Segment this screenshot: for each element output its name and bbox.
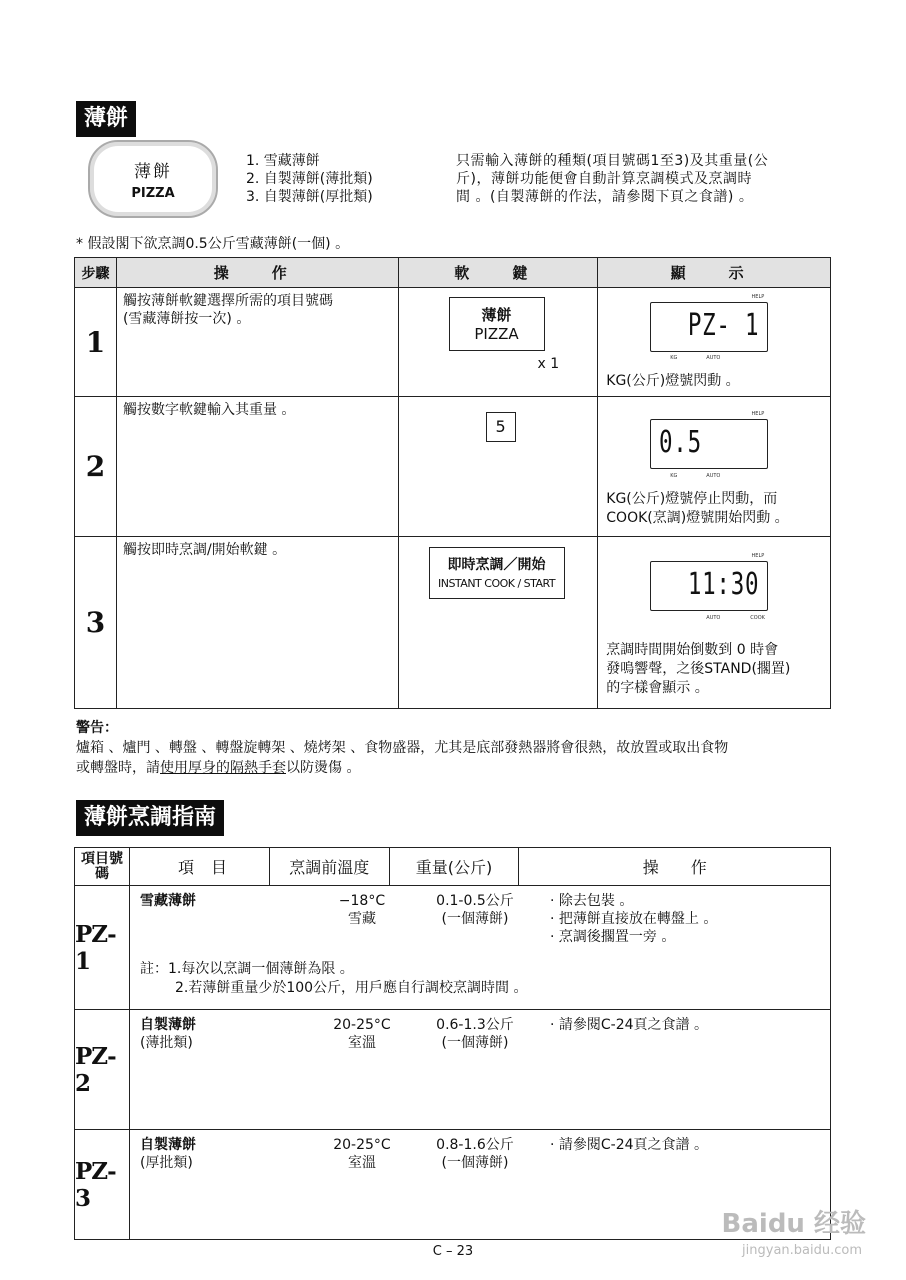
op-line: · 除去包裝 。: [549, 893, 634, 909]
lcd-auto-label: AUTO: [706, 615, 721, 621]
page-number: C – 23: [432, 1244, 474, 1259]
baidu-watermark: Baidu 经验: [721, 1209, 866, 1239]
key-label-zh: 即時烹調／開始: [447, 557, 546, 573]
number-key-5: 5: [486, 412, 516, 442]
header-ops: 操 作: [519, 848, 831, 886]
warning-line: [76, 758, 836, 778]
intro-paragraph: [456, 152, 836, 206]
intro-line: 間 。(自製薄餅的作法，請參閱下頁之食譜) 。: [456, 189, 754, 205]
display-line: COOK(烹調)燈號開始閃動 。: [606, 510, 789, 526]
lcd-help-label: HELP: [751, 411, 765, 417]
pizza-key-illustration: [88, 140, 218, 218]
warning-label: 警告：: [76, 720, 118, 736]
temp-line: 20-25°C: [333, 1017, 391, 1033]
display-line: KG(公斤)燈號閃動 。: [606, 373, 740, 389]
warning-text: 或轉盤時，請: [76, 760, 160, 776]
step-display: [598, 537, 831, 709]
weight-line: (一個薄餅): [441, 1035, 509, 1051]
display-line: 烹調時間開始倒數到 0 時會: [606, 642, 779, 658]
lcd-display: [650, 411, 768, 469]
step-number: 2: [75, 397, 117, 537]
guide-table: [74, 847, 831, 1240]
item-name: [140, 1010, 196, 1052]
table-row: [75, 1130, 831, 1240]
table-row: [75, 1010, 831, 1130]
note-line: 2.若薄餅重量少於100公斤，用戶應自行調校烹調時間 。: [174, 980, 528, 996]
temp-line: 室溫: [347, 1155, 376, 1171]
lcd-cook-label: COOK: [750, 615, 765, 621]
item-notes: [140, 960, 528, 998]
pizza-type-list: [246, 152, 373, 206]
warning-line: 爐箱 、爐門 、轉盤 、轉盤旋轉架 、燒烤架 、食物盛器，尤其是底部發熱器將會很熱，故放置或取出食物: [76, 740, 729, 756]
list-item: 1. 雪藏薄餅: [246, 153, 320, 169]
item-ops: [550, 1130, 708, 1154]
note-line: 註：1.每次以烹調一個薄餅為限 。: [139, 961, 354, 977]
assumption-note: * 假設閣下欲烹調0.5公斤雪藏薄餅(一個) 。: [76, 236, 350, 252]
press-count: x 1: [537, 356, 560, 372]
display-description: [606, 490, 788, 528]
row-content: [129, 1010, 830, 1130]
item-name-line: 自製薄餅: [139, 1017, 196, 1033]
display-description: [606, 641, 790, 698]
item-ops: [550, 886, 717, 946]
intro-line: 斤)，薄餅功能便會自動計算烹調模式及烹調時: [456, 171, 752, 187]
lcd-help-label: HELP: [751, 294, 765, 300]
operation-line: (雪藏薄餅按一次) 。: [122, 311, 251, 327]
header-key: 軟 鍵: [398, 258, 598, 288]
weight-line: 0.8-1.6公斤: [436, 1137, 514, 1153]
header-step: 步驟: [75, 258, 117, 288]
item-name-line: 自製薄餅: [139, 1137, 196, 1153]
temp-line: −18°C: [338, 893, 386, 909]
item-weight: [420, 886, 530, 928]
warning-underlined: 使用厚身的隔熱手套: [160, 760, 286, 776]
step-key: [398, 537, 598, 709]
warning-text: 以防燙傷 。: [286, 760, 361, 776]
key-label-en: PIZZA: [474, 325, 519, 343]
op-line: · 把薄餅直接放在轉盤上 。: [549, 911, 718, 927]
step-number: 1: [75, 288, 117, 397]
row-content: [129, 886, 830, 1010]
header-item: 項 目: [129, 848, 269, 886]
lcd-kg-label: KG: [670, 355, 678, 361]
table-row: [75, 537, 831, 709]
step-operation: [116, 537, 398, 709]
item-code: PZ-1: [75, 886, 130, 1010]
lcd-text: 11:30: [687, 567, 760, 602]
list-item: 3. 自製薄餅(厚批類): [246, 189, 373, 205]
section-title-guide: 薄餅烹調指南: [76, 800, 224, 836]
header-operation: 操 作: [116, 258, 398, 288]
weight-line: 0.1-0.5公斤: [436, 893, 514, 909]
temp-line: 雪藏: [347, 911, 376, 927]
display-line: 的字樣會顯示 。: [606, 680, 709, 696]
item-ops: [550, 1010, 708, 1034]
header-display: 顯 示: [598, 258, 831, 288]
display-line: 發鳴響聲，之後STAND(擱置): [606, 661, 791, 677]
step-number: 3: [75, 537, 117, 709]
table-row: [75, 886, 831, 1010]
lcd-display: [650, 294, 768, 352]
pizza-key: [449, 297, 545, 351]
lcd-kg-label: KG: [670, 473, 678, 479]
item-temp: [312, 1010, 412, 1052]
list-item: 2. 自製薄餅(薄批類): [246, 171, 373, 187]
item-code: PZ-2: [75, 1010, 130, 1130]
temp-line: 20-25°C: [333, 1137, 391, 1153]
key-label-en: INSTANT COOK / START: [437, 577, 556, 590]
lcd-display: [650, 553, 768, 611]
step-display: [598, 397, 831, 537]
warning-block: [76, 718, 836, 778]
operation-line: 觸按數字軟鍵輸入其重量 。: [122, 402, 296, 418]
header-weight: 重量(公斤): [389, 848, 519, 886]
display-line: KG(公斤)燈號停止閃動，而: [606, 491, 778, 507]
step-operation: [116, 397, 398, 537]
item-subname: (厚批類): [139, 1155, 193, 1171]
temp-line: 室溫: [347, 1035, 376, 1051]
item-name: 雪藏薄餅: [139, 893, 196, 909]
lcd-text: PZ- 1: [687, 308, 760, 343]
pill-label-en: PIZZA: [131, 186, 175, 201]
table-row: [75, 288, 831, 397]
key-label-zh: 薄餅: [481, 306, 512, 324]
item-code: PZ-3: [75, 1130, 130, 1240]
intro-line: 只需輸入薄餅的種類(項目號碼1至3)及其重量(公: [456, 153, 769, 169]
item-name: [140, 1130, 196, 1172]
header-code: 項目號碼: [75, 848, 130, 886]
operation-line: 觸按即時烹調/開始軟鍵 。: [122, 542, 287, 558]
step-key: [398, 397, 598, 537]
item-temp: [312, 886, 412, 928]
lcd-help-label: HELP: [751, 553, 765, 559]
table-row: [75, 397, 831, 537]
weight-line: (一個薄餅): [441, 1155, 509, 1171]
op-line: · 請參閱C-24頁之食譜 。: [549, 1017, 708, 1033]
weight-line: (一個薄餅): [441, 911, 509, 927]
steps-table: [74, 257, 831, 709]
header-temp: 烹調前溫度: [269, 848, 389, 886]
item-temp: [312, 1130, 412, 1172]
pill-label-zh: 薄餅: [134, 162, 172, 182]
lcd-auto-label: AUTO: [706, 473, 721, 479]
op-line: · 請參閱C-24頁之食譜 。: [549, 1137, 708, 1153]
lcd-text: 0.5: [659, 425, 703, 460]
weight-line: 0.6-1.3公斤: [436, 1017, 514, 1033]
step-display: [598, 288, 831, 397]
item-subname: (薄批類): [139, 1035, 193, 1051]
op-line: · 烹調後擱置一旁 。: [549, 929, 676, 945]
baidu-watermark-url: jingyan.baidu.com: [742, 1243, 862, 1258]
section-title-pizza: 薄餅: [76, 101, 136, 137]
lcd-auto-label: AUTO: [706, 355, 721, 361]
display-description: [606, 372, 739, 391]
item-weight: [420, 1130, 530, 1172]
item-weight: [420, 1010, 530, 1052]
step-key: [398, 288, 598, 397]
step-operation: [116, 288, 398, 397]
operation-line: 觸按薄餅軟鍵選擇所需的項目號碼: [122, 293, 333, 309]
instant-cook-start-key: [429, 547, 565, 599]
